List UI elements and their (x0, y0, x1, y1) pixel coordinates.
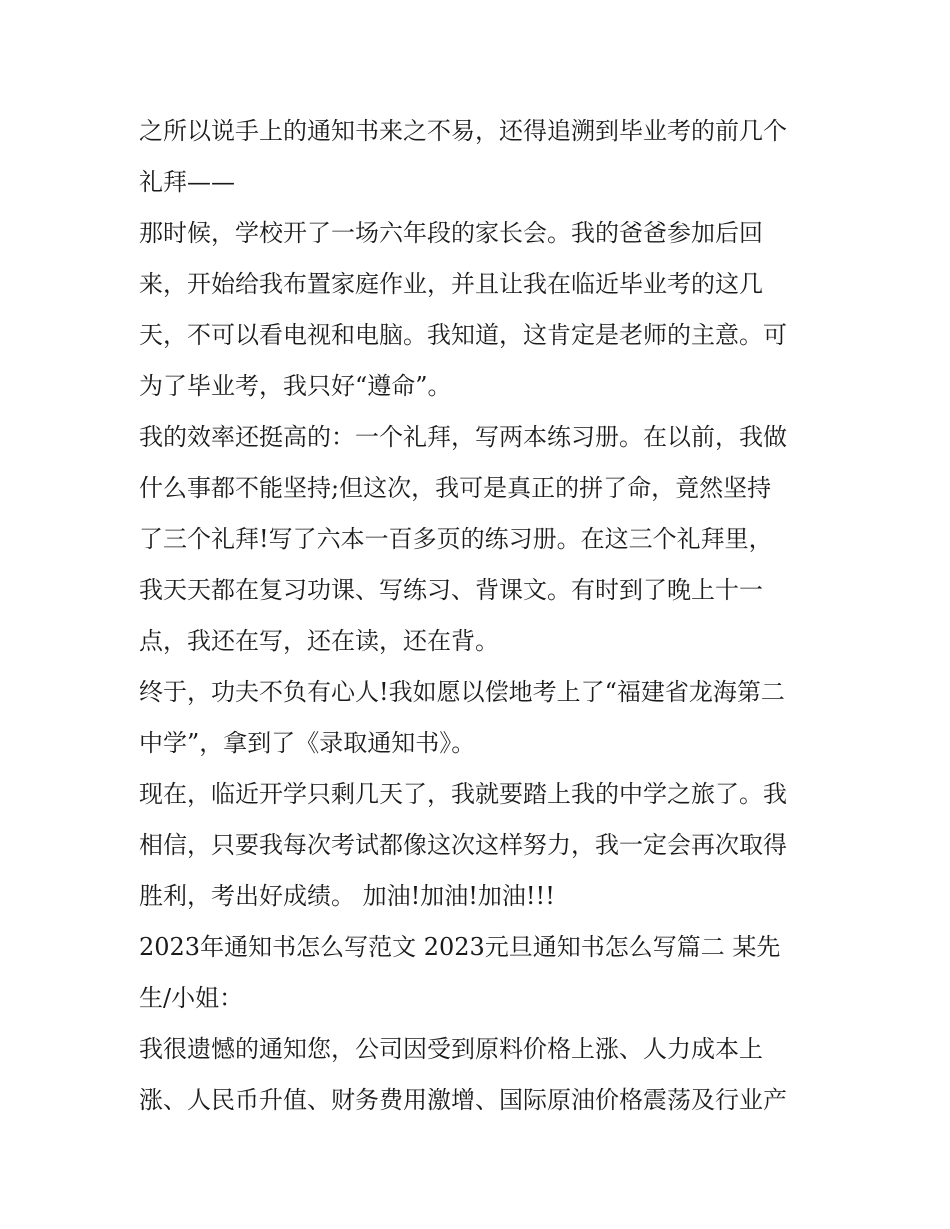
text-line: 我很遗憾的通知您，公司因受到原料价格上涨、人力成本上 (139, 1035, 763, 1063)
text-line: 胜利，考出好成绩。 加油!加油!加油!!! (139, 882, 555, 910)
text-line: 了三个礼拜!写了六本一百多页的练习册。在这三个礼拜里， (139, 525, 773, 553)
text-line: 我天天都在复习功课、写练习、背课文。有时到了晚上十一 (139, 576, 763, 604)
text-line: 来，开始给我布置家庭作业，并且让我在临近毕业考的这几 (139, 270, 763, 298)
text-line: 现在，临近开学只剩几天了，我就要踏上我的中学之旅了。我 (139, 780, 787, 808)
heading-line: 2023年通知书怎么写范文 2023元旦通知书怎么写篇二 某先 (139, 933, 781, 961)
text-line: 那时候，学校开了一场六年段的家长会。我的爸爸参加后回 (139, 219, 763, 247)
text-line: 终于，功夫不负有心人!我如愿以偿地考上了“福建省龙海第二 (139, 678, 785, 706)
text-line: 之所以说手上的通知书来之不易，还得追溯到毕业考的前几个 (139, 117, 787, 145)
text-line: 相信，只要我每次考试都像这次这样努力，我一定会再次取得 (139, 831, 787, 859)
document-body (139, 106, 819, 1126)
text-line: 点，我还在写，还在读，还在背。 (139, 627, 499, 655)
text-line: 中学”，拿到了《录取通知书》。 (139, 729, 476, 757)
text-line: 我的效率还挺高的：一个礼拜，写两本练习册。在以前，我做 (139, 423, 787, 451)
text-line: 涨、人民币升值、财务费用激增、国际原油价格震荡及行业产 (139, 1086, 787, 1114)
text-line: 礼拜—— (139, 168, 235, 196)
text-line: 天，不可以看电视和电脑。我知道，这肯定是老师的主意。可 (139, 321, 787, 349)
text-line: 什么事都不能坚持;但这次，我可是真正的拼了命，竟然坚持 (139, 474, 772, 502)
text-line: 生/小姐： (139, 984, 244, 1012)
text-line: 为了毕业考，我只好“遵命”。 (139, 372, 452, 400)
